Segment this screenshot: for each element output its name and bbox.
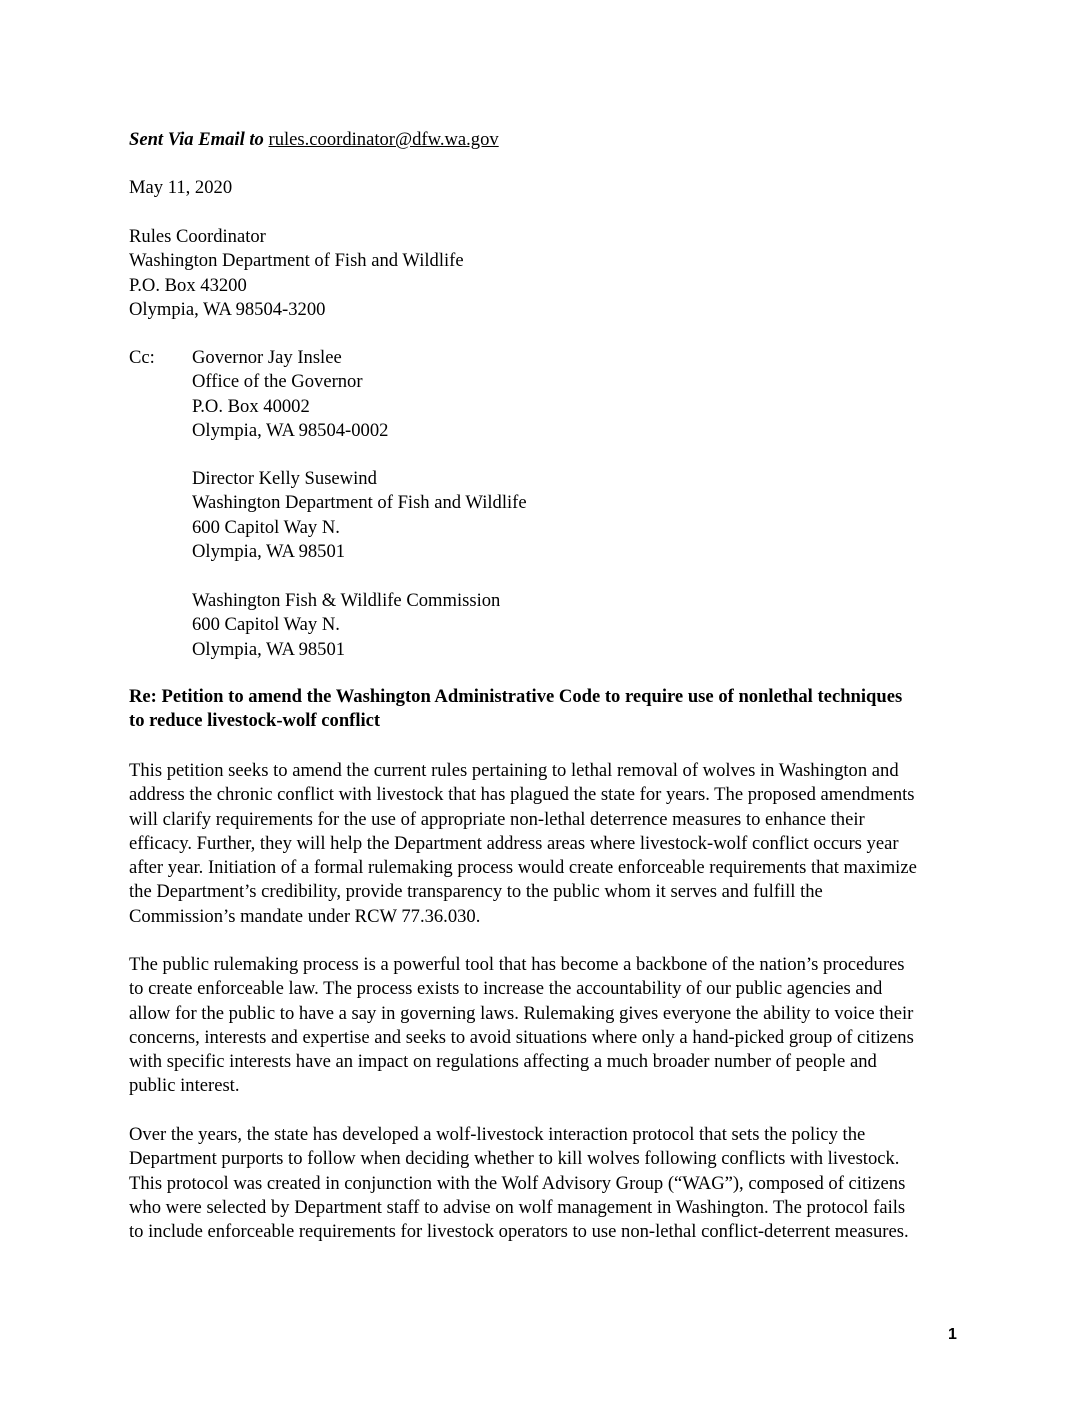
subject-text: Re: Petition to amend the Washington Administrative Code to require use of nonlethal techniques xyxy=(129,686,903,707)
recipient-address xyxy=(129,225,959,322)
paragraph-line: to include enforceable requirements for livestock operators to use non-lethal conflict-deterrent measures. xyxy=(129,1221,909,1243)
cc-line: Washington Department of Fish and Wildlife xyxy=(192,492,527,514)
cc-line: Director Kelly Susewind xyxy=(192,468,377,489)
recipient-line: Washington Department of Fish and Wildlife xyxy=(129,250,464,272)
paragraph-line: The public rulemaking process is a powerful tool that has become a backbone of the nation’s procedures xyxy=(129,954,905,975)
date-text: May 11, 2020 xyxy=(129,177,233,198)
paragraph-line: efficacy. Further, they will help the Department address areas where livestock-wolf conflict occurs year xyxy=(129,832,899,854)
paragraph-line: with specific interests have an impact on regulations affecting a much broader number of people and xyxy=(129,1051,877,1073)
paragraph-line: Commission’s mandate under RCW 77.36.030. xyxy=(129,905,481,927)
cc-line: Olympia, WA 98504-0002 xyxy=(192,419,389,441)
recipient-line: P.O. Box 43200 xyxy=(129,274,247,296)
paragraph-line: Over the years, the state has developed a wolf-livestock interaction protocol that sets the policy the xyxy=(129,1124,866,1145)
cc-line: 600 Capitol Way N. xyxy=(192,516,340,538)
cc-line: 600 Capitol Way N. xyxy=(192,614,340,636)
cc-line: Olympia, WA 98501 xyxy=(192,638,346,660)
letter-date xyxy=(129,176,959,200)
cc-line: Office of the Governor xyxy=(192,371,363,393)
paragraph-line: to create enforceable law. The process exists to increase the accountability of our public agencies and xyxy=(129,978,883,1000)
subject-line xyxy=(129,685,959,734)
recipient-line: Rules Coordinator xyxy=(129,226,266,247)
cc-recipient-commission xyxy=(192,589,892,662)
body-paragraph xyxy=(129,953,959,1099)
cc-line: Washington Fish & Wildlife Commission xyxy=(192,590,501,611)
page-number: 1 xyxy=(948,1326,957,1343)
paragraph-line: public interest. xyxy=(129,1075,240,1097)
sent-via-label: Sent Via Email to xyxy=(129,129,264,150)
body-paragraph xyxy=(129,759,959,929)
cc-label: Cc: xyxy=(129,347,155,368)
body-paragraph xyxy=(129,1123,959,1244)
paragraph-line: allow for the public to have a say in governing laws. Rulemaking gives everyone the ability to voice their xyxy=(129,1002,914,1024)
paragraph-line: This petition seeks to amend the current rules pertaining to lethal removal of wolves in Washington and xyxy=(129,760,899,781)
recipient-line: Olympia, WA 98504-3200 xyxy=(129,298,326,320)
paragraph-line: will clarify requirements for the use of appropriate non-lethal deterrence measures to enhance their xyxy=(129,808,865,830)
cc-line: Olympia, WA 98501 xyxy=(192,540,346,562)
cc-recipient-governor xyxy=(192,346,892,443)
email-link[interactable]: rules.coordinator@dfw.wa.gov xyxy=(268,129,499,150)
cc-recipient-director xyxy=(192,467,892,564)
paragraph-line: This protocol was created in conjunction with the Wolf Advisory Group (“WAG”), composed of citizens xyxy=(129,1172,906,1194)
paragraph-line: Department purports to follow when deciding whether to kill wolves following conflicts with livestock. xyxy=(129,1148,900,1170)
sent-via-line xyxy=(129,128,959,152)
cc-line: P.O. Box 40002 xyxy=(192,395,310,417)
paragraph-line: after year. Initiation of a formal rulemaking process would create enforceable requirements that maximize xyxy=(129,857,917,879)
cc-line: Governor Jay Inslee xyxy=(192,347,342,368)
paragraph-line: address the chronic conflict with livestock that has plagued the state for years. The proposed amendments xyxy=(129,784,915,806)
paragraph-line: the Department’s credibility, provide transparency to the public whom it serves and fulfill the xyxy=(129,881,823,903)
paragraph-line: concerns, interests and expertise and seeks to avoid situations where only a hand-picked group of citizens xyxy=(129,1026,914,1048)
paragraph-line: who were selected by Department staff to advise on wolf management in Washington. The protocol fails xyxy=(129,1196,906,1218)
subject-text: to reduce livestock-wolf conflict xyxy=(129,710,381,732)
